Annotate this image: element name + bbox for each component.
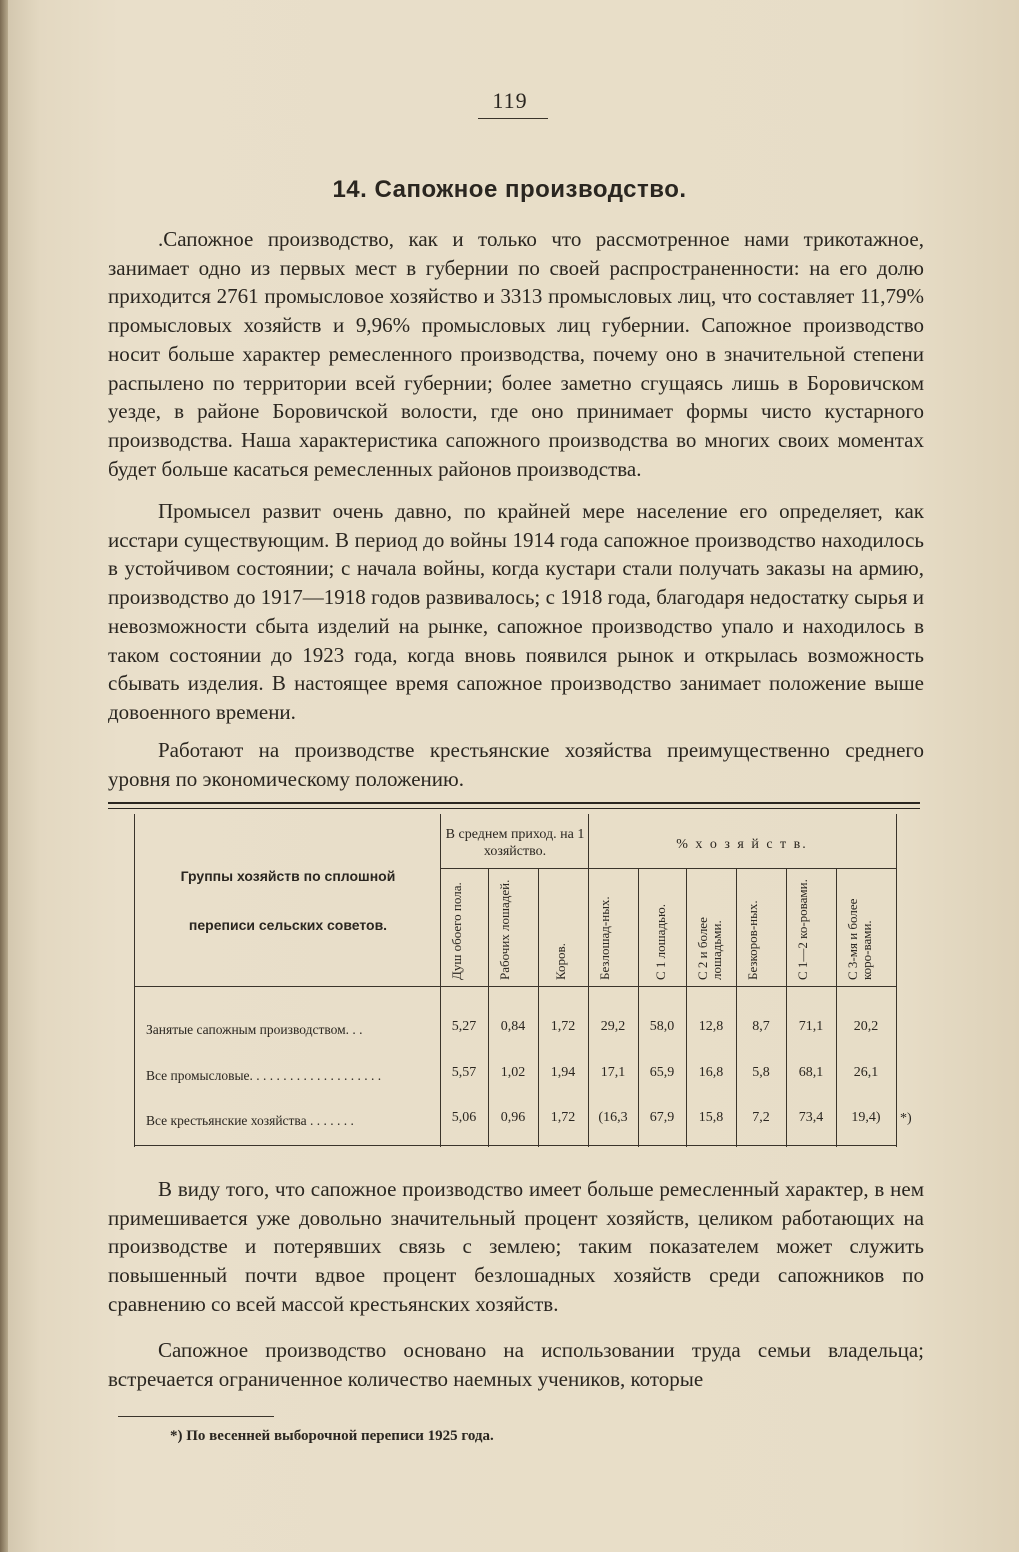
table-cell: 71,1	[798, 1019, 824, 1034]
table-cell: 5,8	[752, 1065, 770, 1080]
avg-header: В среднем приход. на 1 хозяйство.	[445, 827, 585, 859]
table-bottom-rule	[134, 1145, 896, 1146]
paragraph-3	[108, 736, 924, 793]
paragraph-4-text: В виду того, что сапожное производство имеет больше ремесленный характер, в нем примешивается уже довольно значительный процент хозяйств, целиком работающих на производстве и потерявших связь с землею; таким показателем может служить повышенный почти вдвое процент безлошадных хозяйств среди сапожников по сравнению со всей массой крестьянских хозяйств.	[108, 1177, 924, 1316]
table-top-rule-2	[108, 808, 920, 809]
table-cell: 17,1	[600, 1065, 626, 1080]
table-vline	[896, 814, 897, 1147]
col-header: Душ обоего пола.	[449, 882, 464, 980]
table-cell: 5,57	[451, 1065, 477, 1080]
paragraph-3-text: Работают на производстве крестьянские хозяйства преимущественно среднего уровня по экономическому положению.	[108, 738, 924, 791]
table-vline	[638, 868, 639, 1147]
table-cell: 58,0	[649, 1019, 675, 1034]
row-label: Все промысловые. . . . . . . . . . . . . . . . . . . .	[146, 1068, 382, 1083]
table-cell: 1,72	[550, 1019, 576, 1034]
table-vline	[440, 814, 441, 1147]
chapter-title: 14. Сапожное производство.	[332, 176, 687, 203]
row-label: Все крестьянские хозяйства . . . . . . .	[146, 1113, 354, 1128]
table-cell: 26,1	[853, 1065, 879, 1080]
binding-edge	[0, 0, 8, 1552]
table-cell: 12,8	[698, 1019, 724, 1034]
col-header: Рабочих лошадей.	[497, 879, 512, 980]
table-vline	[836, 868, 837, 1147]
col-header: Безкоров-ных.	[745, 900, 760, 980]
table-vline	[488, 868, 489, 1147]
paragraph-1-text: .Сапожное производство, как и только что рассмотренное нами трикотажное, занимает одно из первых мест в губернии по своей распространенности: на его долю приходится 2761 промысловое хозяйство и 3313 промысловых лиц, что составляет 11,79% промысловых хозяйств и 9,96% промысловых лиц губернии. Сапожное производство носит больше характер ремесленного производства, почему оно в значительной степени распылено по территории всей губернии; более заметно сгущаясь лишь в Боровичском уезде, в районе Боровичской волости, где оно принимает формы чисто кустарного производства. Наша характеристика сапожного производства во многих своих моментах будет больше касаться ремесленных районов производства.	[108, 227, 924, 481]
table-cell: 1,02	[500, 1065, 526, 1080]
table-cell: 1,94	[550, 1065, 576, 1080]
table-cell: 15,8	[698, 1110, 724, 1125]
statistics-table	[108, 800, 920, 1147]
table-vline	[588, 814, 589, 1147]
row-label: Занятые сапожным производством. . .	[146, 1022, 363, 1037]
table-cell: 67,9	[649, 1110, 675, 1125]
col-header: С 2 и более лошадьми.	[695, 917, 724, 980]
table-cell: 1,72	[550, 1110, 576, 1125]
table-hline	[440, 868, 588, 869]
table-cell: (16,3	[598, 1110, 628, 1125]
footnote: *) По весенней выборочной переписи 1925 года.	[170, 1428, 494, 1444]
paragraph-2	[108, 497, 924, 727]
paragraph-4	[108, 1175, 924, 1319]
table-header-rule	[134, 986, 896, 987]
table-cell: 5,27	[451, 1019, 477, 1034]
table-cell: 0,84	[500, 1019, 526, 1034]
page-number-rule	[478, 118, 548, 119]
table-cell: 8,7	[752, 1019, 770, 1034]
footnote-rule	[118, 1416, 274, 1417]
table-cell: 16,8	[698, 1065, 724, 1080]
table-cell: 19,4)	[851, 1110, 881, 1125]
table-vline	[786, 868, 787, 1147]
table-cell: 68,1	[798, 1065, 824, 1080]
table-vline	[736, 868, 737, 1147]
page-number: 119	[492, 88, 528, 113]
paragraph-5	[108, 1336, 924, 1393]
group-header-line1: Группы хозяйств по сплошной	[180, 868, 396, 884]
table-cell: 20,2	[853, 1019, 879, 1034]
pct-header: % х о з я й с т в.	[676, 837, 808, 852]
table-cell: 7,2	[752, 1110, 770, 1125]
paragraph-2-text: Промысел развит очень давно, по крайней мере население его определяет, как исстари существующим. В период до войны 1914 года сапожное производство находилось в устойчивом состоянии; с начала войны, когда кустари стали получать заказы на армию, производство до 1917—1918 годов развивалось; с 1918 года, благодаря недостатку сырья и невозможности сбыта изделий на рынке, сапожное производство упало и находилось в таком состоянии до 1923 года, когда вновь появился рынок и открылась возможность сбывать изделия. В настоящее время сапожное производство занимает положение выше довоенного времени.	[108, 499, 924, 724]
table-vline	[134, 814, 135, 1147]
col-header: С 3-мя и более коро-вами.	[845, 898, 874, 980]
table-cell: 0,96	[500, 1110, 526, 1125]
col-header: С 1—2 ко-ровами.	[795, 879, 810, 980]
table-cell: 5,06	[451, 1110, 477, 1125]
col-header: Коров.	[553, 943, 568, 980]
col-header: С 1 лошадью.	[653, 904, 668, 980]
table-hline	[588, 868, 896, 869]
table-vline	[538, 868, 539, 1147]
col-header: Безлошад-ных.	[597, 896, 612, 980]
table-cell: 65,9	[649, 1065, 675, 1080]
group-header-line2: переписи сельских советов.	[188, 917, 388, 933]
table-cell: 73,4	[798, 1110, 824, 1125]
paragraph-1	[108, 225, 924, 483]
table-vline	[686, 868, 687, 1147]
table-note-mark: *)	[900, 1111, 912, 1126]
paragraph-5-text: Сапожное производство основано на использовании труда семьи владельца; встречается ограниченное количество наемных учеников, которые	[108, 1338, 924, 1391]
table-cell: 29,2	[600, 1019, 626, 1034]
table-top-rule	[108, 802, 920, 804]
